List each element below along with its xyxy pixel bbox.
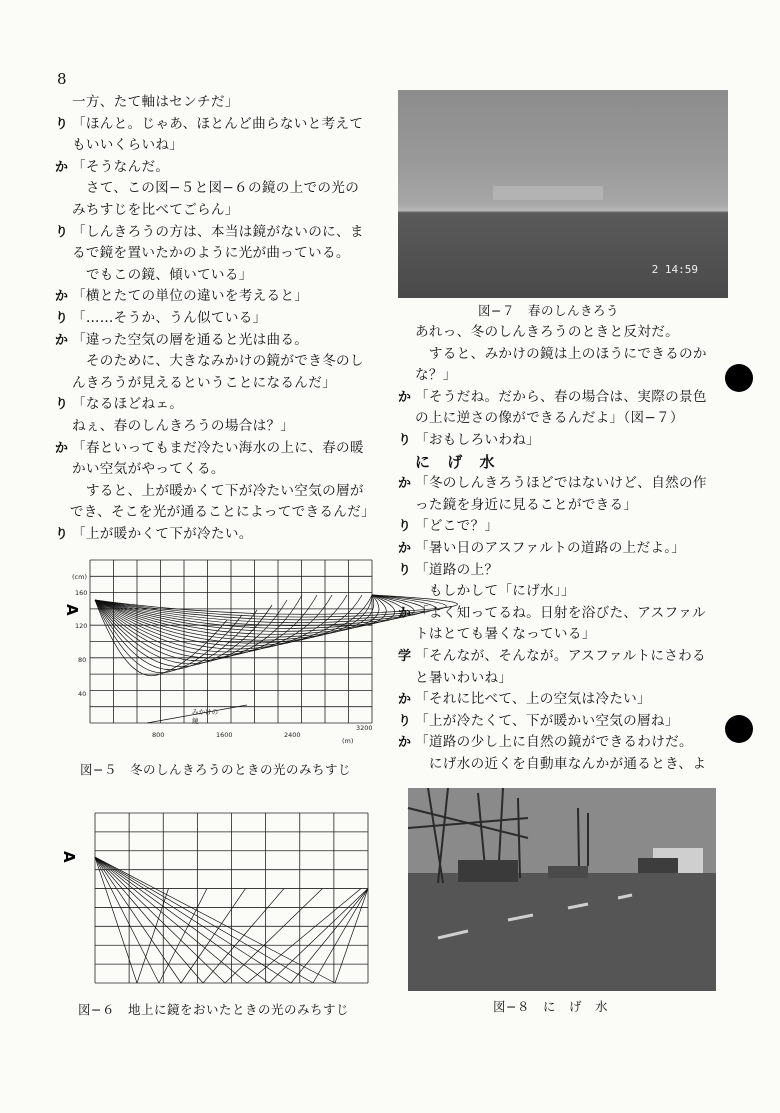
speaker-mark: か	[398, 735, 412, 751]
fig5-y-tick: 120	[75, 622, 88, 630]
line-text: 「よく知ってるね。日射を浴びた、アスファル	[415, 604, 706, 621]
text-line	[398, 516, 728, 538]
text-line	[55, 222, 375, 244]
speaker-mark: か	[398, 389, 412, 405]
text-line	[55, 459, 375, 481]
spring-mirage-photo	[398, 90, 728, 298]
line-text: 「どこで？」	[415, 518, 499, 535]
fig6-ray-diagram	[62, 805, 382, 990]
speaker-mark	[398, 365, 415, 387]
line-text: 「違った空気の層を通ると光は曲る。	[72, 331, 309, 348]
line-text: んきろうが見えるということになるんだ」	[72, 374, 336, 391]
line-text: 「そうだね。だから、春の場合は、実際の景色	[415, 388, 707, 405]
text-line	[398, 387, 728, 409]
line-text: 「そうなんだ。	[72, 158, 170, 175]
text-line	[55, 438, 375, 460]
speaker-mark	[55, 200, 72, 222]
light-ray	[313, 889, 368, 984]
light-ray	[95, 600, 287, 664]
line-text: すると、上が暖かくて下が冷たい空気の層が	[72, 482, 364, 499]
text-line	[398, 365, 728, 387]
text-line	[398, 603, 728, 625]
line-text: トはとても暑くなっている」	[415, 626, 596, 643]
fig5-ray-diagram	[62, 555, 382, 745]
text-line	[55, 502, 375, 524]
speaker-mark: り	[55, 310, 69, 326]
fig5-mirror-label: 鏡	[192, 717, 199, 725]
speaker-mark: り	[55, 526, 69, 542]
line-text: 「ほんと。じゃあ、ほとんど曲らないと考えて	[72, 115, 364, 132]
fig6-caption: 図−６ 地上に鏡をおいたときの光のみちすじ	[78, 1002, 349, 1017]
text-line	[55, 135, 375, 157]
text-line	[398, 408, 728, 430]
light-ray	[203, 889, 284, 984]
speaker-mark	[55, 502, 70, 524]
text-line	[398, 668, 728, 690]
text-line	[55, 265, 375, 287]
fig8-caption: 図−８ に げ 水	[493, 999, 608, 1014]
text-line	[398, 646, 728, 668]
line-text: 「……そうか、うん似ている」	[72, 309, 267, 326]
speaker-mark: 学	[398, 648, 412, 664]
line-text: 「道路の少し上に自然の鏡ができるわけだ。	[415, 734, 693, 751]
line-text: るで鏡を置いたかのように光が曲っている。	[72, 245, 350, 262]
fig5-x-tick: 3200	[356, 724, 373, 732]
light-ray	[269, 889, 368, 984]
line-text: もいいくらいね」	[72, 137, 184, 154]
speaker-mark: り	[55, 224, 69, 240]
fig5-x-tick: 1600	[216, 731, 233, 739]
line-text: 「それに比べて、上の空気は冷たい」	[415, 691, 651, 708]
speaker-mark	[398, 452, 415, 474]
light-ray	[95, 595, 404, 628]
speaker-mark	[398, 754, 415, 776]
light-ray	[335, 889, 368, 984]
text-line	[55, 394, 375, 416]
speaker-mark	[55, 243, 72, 265]
text-line	[398, 344, 728, 366]
speaker-mark: か	[55, 440, 69, 456]
speaker-mark: か	[398, 605, 412, 621]
text-line	[55, 243, 375, 265]
fig5-y-tick: 160	[75, 589, 88, 597]
text-line	[398, 624, 728, 646]
speaker-mark	[55, 481, 72, 503]
photo-timestamp: 2 14:59	[651, 263, 698, 276]
speaker-mark: り	[55, 116, 69, 132]
page-number: 8	[57, 70, 67, 88]
speaker-mark: か	[55, 289, 69, 305]
fig5-y-tick: 40	[78, 690, 87, 698]
light-ray	[247, 889, 361, 984]
section-heading: に げ 水	[415, 452, 501, 471]
speaker-mark	[55, 178, 72, 200]
fig5-caption: 図−５ 冬のしんきろうのときの光のみちすじ	[80, 762, 351, 777]
line-text: 「上が暖かくて下が冷たい。	[72, 525, 253, 542]
text-line	[398, 754, 728, 776]
binding-hole	[725, 364, 753, 392]
speaker-mark	[55, 135, 72, 157]
line-text: 「春といってもまだ冷たい海水の上に、春の暖	[72, 439, 364, 456]
text-line	[55, 524, 375, 546]
fig5-y-tick: 80	[78, 656, 87, 664]
text-line	[55, 308, 375, 330]
speaker-mark	[398, 322, 415, 344]
line-text: 「そんなが、そんなが。アスファルトにさわる	[415, 647, 706, 664]
mirage-road-photo	[408, 788, 716, 991]
text-line	[55, 481, 375, 503]
speaker-mark	[398, 344, 415, 366]
fig5-y-unit: (cm)	[72, 573, 87, 581]
line-text: の上に逆さの像ができるんだよ」（図−７）	[415, 410, 684, 427]
line-text: そのために、大きなみかけの鏡ができ冬のし	[72, 353, 364, 370]
line-text: 「暑い日のアスファルトの道路の上だよ｡」	[415, 539, 686, 556]
text-line	[398, 452, 728, 474]
line-text: かい空気がやってくる。	[72, 461, 225, 478]
fig5-point-label: A	[63, 604, 81, 616]
text-line	[398, 473, 728, 495]
line-text: でき、そこを光が通ることによってできるんだ」	[69, 504, 375, 521]
line-text: 「なるほどねェ。	[72, 396, 184, 413]
light-ray	[95, 595, 362, 649]
speaker-mark	[398, 408, 415, 430]
text-line	[398, 495, 728, 517]
line-text: すると、みかけの鏡は上のほうにできるのか	[415, 345, 707, 362]
line-text: 一方、たて軸はセンチだ」	[72, 94, 239, 110]
text-line	[398, 538, 728, 560]
speaker-mark	[55, 459, 72, 481]
line-text: な？」	[415, 367, 457, 384]
text-line	[55, 330, 375, 352]
line-text: と暑いわいね」	[415, 669, 513, 686]
speaker-mark: か	[55, 159, 69, 175]
fig6-point-label: A	[60, 851, 78, 863]
left-text-column	[55, 92, 375, 545]
text-line	[398, 581, 728, 603]
text-line	[55, 286, 375, 308]
line-text: 「冬のしんきろうほどではないけど、自然の作	[415, 475, 707, 492]
fig7-caption: 図−７ 春のしんきろう	[478, 303, 619, 318]
line-text: 「横とたての単位の違いを考えると」	[72, 288, 309, 305]
speaker-mark: か	[398, 476, 412, 492]
text-line	[55, 373, 375, 395]
line-text: 「道路の上？	[415, 561, 499, 578]
speaker-mark: か	[398, 540, 412, 556]
line-text: ねぇ、春のしんきろうの場合は？」	[72, 417, 295, 434]
text-line	[55, 92, 375, 114]
text-line	[55, 416, 375, 438]
speaker-mark	[55, 416, 72, 438]
text-line	[398, 430, 728, 452]
speaker-mark	[398, 495, 415, 517]
speaker-mark	[55, 92, 72, 114]
text-line	[398, 711, 728, 733]
line-text: 「おもしろいわね」	[415, 431, 541, 448]
text-line	[55, 351, 375, 373]
speaker-mark: り	[398, 519, 412, 535]
binding-hole	[725, 715, 753, 743]
line-text: でもこの鏡、傾いている」	[72, 266, 253, 283]
speaker-mark: り	[398, 562, 412, 578]
speaker-mark: り	[398, 713, 412, 729]
line-text: 「しんきろうの方は、本当は鏡がないのに、ま	[72, 223, 364, 240]
line-text: みちすじを比べてごらん」	[72, 201, 239, 218]
text-line	[398, 560, 728, 582]
line-text: あれっ、冬のしんきろうのときと反対だ。	[415, 324, 679, 340]
fig5-x-unit: (m)	[342, 737, 354, 745]
right-text-column	[398, 322, 728, 775]
line-text: った鏡を身近に見ることができる」	[415, 496, 638, 513]
light-ray	[291, 889, 368, 984]
line-text: さて、この図−５と図−６の鏡の上での光の	[72, 180, 360, 197]
text-line	[55, 157, 375, 179]
fig5-x-tick: 2400	[284, 731, 301, 739]
speaker-mark: か	[55, 332, 69, 348]
speaker-mark	[55, 351, 72, 373]
line-text: もしかして「にげ水」」	[415, 583, 575, 600]
text-line	[55, 200, 375, 222]
fig5-x-tick: 800	[152, 731, 165, 739]
speaker-mark: り	[55, 397, 69, 413]
fig5-mirror-label: みかけの	[192, 708, 218, 716]
speaker-mark	[398, 624, 415, 646]
speaker-mark: か	[398, 692, 412, 708]
speaker-mark: り	[398, 432, 412, 448]
speaker-mark	[55, 265, 72, 287]
text-line	[55, 178, 375, 200]
text-line	[398, 322, 728, 344]
text-line	[55, 114, 375, 136]
text-line	[398, 732, 728, 754]
line-text: 「上が冷たくて、下が暖かい空気の層ね」	[415, 712, 679, 729]
line-text: にげ水の近くを自動車なんかが通るとき、よ	[415, 755, 707, 772]
speaker-mark	[398, 668, 415, 690]
speaker-mark	[55, 373, 72, 395]
text-line	[398, 689, 728, 711]
